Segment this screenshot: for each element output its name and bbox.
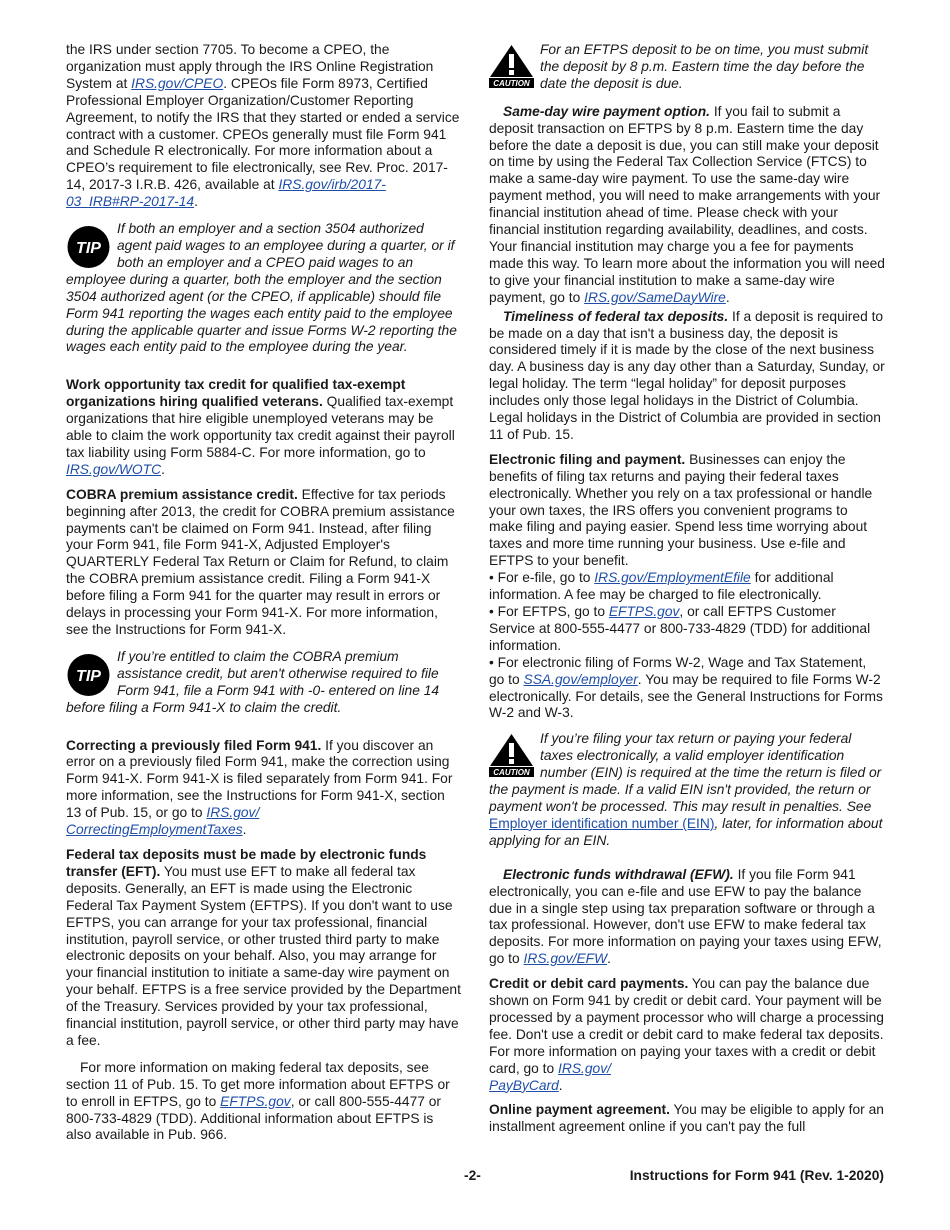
svg-text:CAUTION: CAUTION (493, 768, 530, 778)
caution-note-eftps: CAUTION For an EFTPS deposit to be on time, you must submit the deposit by 8 p.m. Eastern time the day before the date the deposit is due. (489, 42, 885, 93)
online-payment-paragraph: Online payment agreement. You may be eligible to apply for an installment agreement online if you can't pay the full (489, 1102, 884, 1135)
document-title: Instructions for Form 941 (Rev. 1-2020) (629, 1168, 884, 1183)
card-payments-paragraph: Credit or debit card payments. You can pay the balance due shown on Form 941 by credit or debit card. Your payment will be processed by a payment processor who will charge a processing fee. Don't use a credit or debit card to make federal tax deposits. For more information on paying your taxes with a credit or debit card, go to IRS.gov/ PayByCard. (489, 976, 884, 1093)
tip-note-agent-wages: TIP If both an employer and a section 3504 authorized agent paid wages to an employee during a quarter, or if both an employer and a CPEO paid wages to an employee during a quarter, both the employer and the section 3504 authorized agent (or the CPEO, if applicable) should file Form 941 reporting the wages each entity paid to the employee during the applicable quarter and issue Forms W-2 reporting the wages each entity paid to the employee during the year. (66, 221, 457, 355)
left-column (66, 42, 462, 1144)
bullet-eftps: • For EFTPS, go to EFTPS.gov, or call EFTPS Customer Service at 800-555-4477 or 800-733-4829 (TDD) for additional information. (489, 604, 871, 653)
eft-heading: Federal tax deposits must be made by electronic funds transfer (EFT). (66, 846, 427, 879)
online-payment-heading: Online payment agreement. (489, 1102, 670, 1118)
eft-paragraph: Federal tax deposits must be made by electronic funds transfer (EFT). You must use EFT to make all federal tax deposits. Generally, an EFT is made using the Electronic Federal Tax Payment System (EFTPS). If you don't want to use EFTPS, you can arrange for your tax professional, financial institution, payroll service, or other trusted third party to make electronic deposits on your behalf. Also, you may arrange for your financial institution to initiate a same-day wire payment on your behalf. EFTPS is a free service provided by the Department of the Treasury. Services provided by your tax professional, financial institution, payroll service, or other third party may have a fee. (66, 846, 461, 1048)
tip-icon (66, 653, 111, 697)
card-payments-heading: Credit or debit card payments. (489, 976, 689, 992)
irs-employment-efile-link[interactable]: IRS.gov/EmploymentEfile (594, 570, 751, 586)
svg-text:TIP: TIP (76, 667, 101, 685)
svg-text:TIP: TIP (76, 240, 101, 258)
ein-section-link[interactable]: Employer identification number (EIN) (489, 815, 715, 831)
bullet-efile: • For e-file, go to IRS.gov/EmploymentEfile for additional information. A fee may be charged to file electronically. (489, 570, 834, 603)
correcting-paragraph: Correcting a previously filed Form 941. If you discover an error on a previously filed Form 941, make the correction using Form 941-X. Form 941-X is filed separately from Form 941. For more information, see the Instructions for Form 941-X, section 13 of Pub. 15, or go to IRS.gov/ CorrectingEmploymentTaxes. (66, 737, 453, 838)
page-number: -2- (464, 1168, 481, 1183)
tip-icon (66, 225, 111, 269)
caution-note-ein: CAUTION If you’re filing your tax return or paying your federal taxes electronically, a valid employer identification number (EIN) is required at the time the return is filed or the payment is made. If a valid EIN isn't provided, the return or payment won't be processed. This may result in penalties. See Employer identification number (EIN), later, for information about applying for an EIN. (489, 731, 883, 848)
cobra-paragraph: COBRA premium assistance credit. Effective for tax periods beginning after 2013, the credit for COBRA premium assistance payments can't be claimed on Form 941. Instead, after filing your Form 941, file Form 941-X, Adjusted Employer's QUARTERLY Federal Tax Return or Claim for Refund, to claim the COBRA premium assistance credit. Filing a Form 941-X before filing a Form 941 for the quarter may result in errors or delays in processing your Form 941-X. For more information, see the Instructions for Form 941-X. (66, 486, 455, 637)
electronic-filing-heading: Electronic filing and payment. (489, 451, 686, 467)
tip-note-cobra: TIP If you’re entitled to claim the COBRA premium assistance credit, but aren't otherwise required to file Form 941, file a Form 941 with -0- entered on line 14 before filing a Form 941-X to claim the credit. (66, 648, 440, 715)
svg-text:CAUTION: CAUTION (493, 79, 530, 88)
timeliness-heading: Timeliness of federal tax deposits. (503, 308, 729, 324)
irs-same-day-wire-link[interactable]: IRS.gov/SameDayWire (584, 289, 726, 305)
bullet-w2: • For electronic filing of Forms W-2, Wage and Tax Statement, go to SSA.gov/employer. You may be required to file Forms W-2 electronically. For details, see the General Instructions for Forms W-2 and W-3. (489, 654, 883, 721)
irs-wotc-link[interactable]: IRS.gov/WOTC (66, 461, 162, 477)
timeliness-paragraph: Timeliness of federal tax deposits. If a deposit is required to be made on a day that isn't a business day, the deposit is considered timely if it is made by the close of the next business day. A business day is any day other than a Saturday, Sunday, or legal holiday. The term “legal holiday” for deposit purposes includes only those legal holidays in the District of Columbia. Legal holidays in the District of Columbia are provided in section 11 of Pub. 15. (489, 308, 885, 442)
deposit-info-paragraph: For more information on making federal tax deposits, see section 11 of Pub. 15. To get more information about EFTPS or to enroll in EFTPS, go to EFTPS.gov, or call 800-555-4477 or 800-733-4829 (TDD). Additional information about EFTPS is also available in Pub. 966. (66, 1059, 450, 1143)
irb-rp-2017-14-link[interactable]: IRS.gov/irb/2017-03_IRB#RP-2017-14 (66, 177, 386, 210)
same-day-wire-paragraph: Same-day wire payment option. If you fail to submit a deposit transaction on EFTPS by 8 p.m. Eastern time the day before the date a deposit is due, you can still make your deposit on time by using the Federal Tax Collection Service (FTCS) to make a same-day wire payment. To use the same-day wire payment method, you will need to make arrangements with your financial institution ahead of time. Please check with your financial institution regarding availability, deadlines, and costs. Your financial institution may charge you a fee for payments made this way. To learn more about the information you will need to give your financial institution to make a same-day wire payment, go to IRS.gov/SameDayWire. (489, 103, 885, 305)
eftps-link[interactable]: EFTPS.gov (608, 604, 680, 619)
correcting-heading: Correcting a previously filed Form 941. (66, 737, 322, 753)
right-column (489, 42, 885, 1136)
same-day-wire-heading: Same-day wire payment option. (503, 103, 711, 119)
efw-paragraph: Electronic funds withdrawal (EFW). If you file Form 941 electronically, you can e-file and use EFW to pay the balance due in a single step using tax preparation software or through a tax professional. However, don't use EFW to make federal tax deposits. For more information on paying your taxes using EFW, go to IRS.gov/EFW. (489, 866, 882, 967)
caution-icon (489, 44, 534, 88)
cobra-heading: COBRA premium assistance credit. (66, 486, 298, 502)
wotc-paragraph: Work opportunity tax credit for qualified tax-exempt organizations hiring qualified veterans. Qualified tax-exempt organizations that hire eligible unemployed veterans may be able to claim the work opportunity tax credit against their payroll tax liability using Form 5884-C. For more information, go to IRS.gov/WOTC. (66, 377, 455, 477)
eftps-link[interactable]: EFTPS.gov (220, 1093, 291, 1109)
ssa-employer-link[interactable]: SSA.gov/employer (523, 671, 638, 687)
efw-heading: Electronic funds withdrawal (EFW). (503, 866, 734, 882)
irs-cpeo-link[interactable]: IRS.gov/CPEO (131, 75, 224, 91)
irs-pay-by-card-link[interactable]: IRS.gov/ PayByCard (489, 1060, 611, 1093)
wotc-heading: Work opportunity tax credit for qualified tax-exempt organizations hiring qualified veterans. (66, 377, 406, 410)
electronic-filing-paragraph: Electronic filing and payment. Businesses can enjoy the benefits of filing tax returns and paying their federal taxes electronically. Whether you rely on a tax professional or handle your own taxes, the IRS offers you convenient programs to make filing and paying easier. Spend less time worrying about taxes and more time running your business. Use e-file and EFTPS to your benefit. (489, 451, 873, 569)
irs-efw-link[interactable]: IRS.gov/EFW (523, 951, 608, 967)
cpeo-paragraph: the IRS under section 7705. To become a CPEO, the organization must apply through the IRS Online Registration System at IRS.gov/CPEO. CPEOs file Form 8973, Certified Professional Employer Organization/Customer Reporting Agreement, to notify the IRS that they started or ended a service contract with a customer. CPEOs generally must file Form 941 and Schedule R electronically. For more information about a CPEO’s requirement to file electronically, see Rev. Proc. 2017-14, 2017-3 I.R.B. 426, available at IRS.gov/irb/2017-03_IRB#RP-2017-14. (66, 42, 460, 210)
caution-icon (489, 733, 534, 777)
correcting-employment-taxes-link[interactable]: IRS.gov/ CorrectingEmploymentTaxes (66, 805, 260, 838)
